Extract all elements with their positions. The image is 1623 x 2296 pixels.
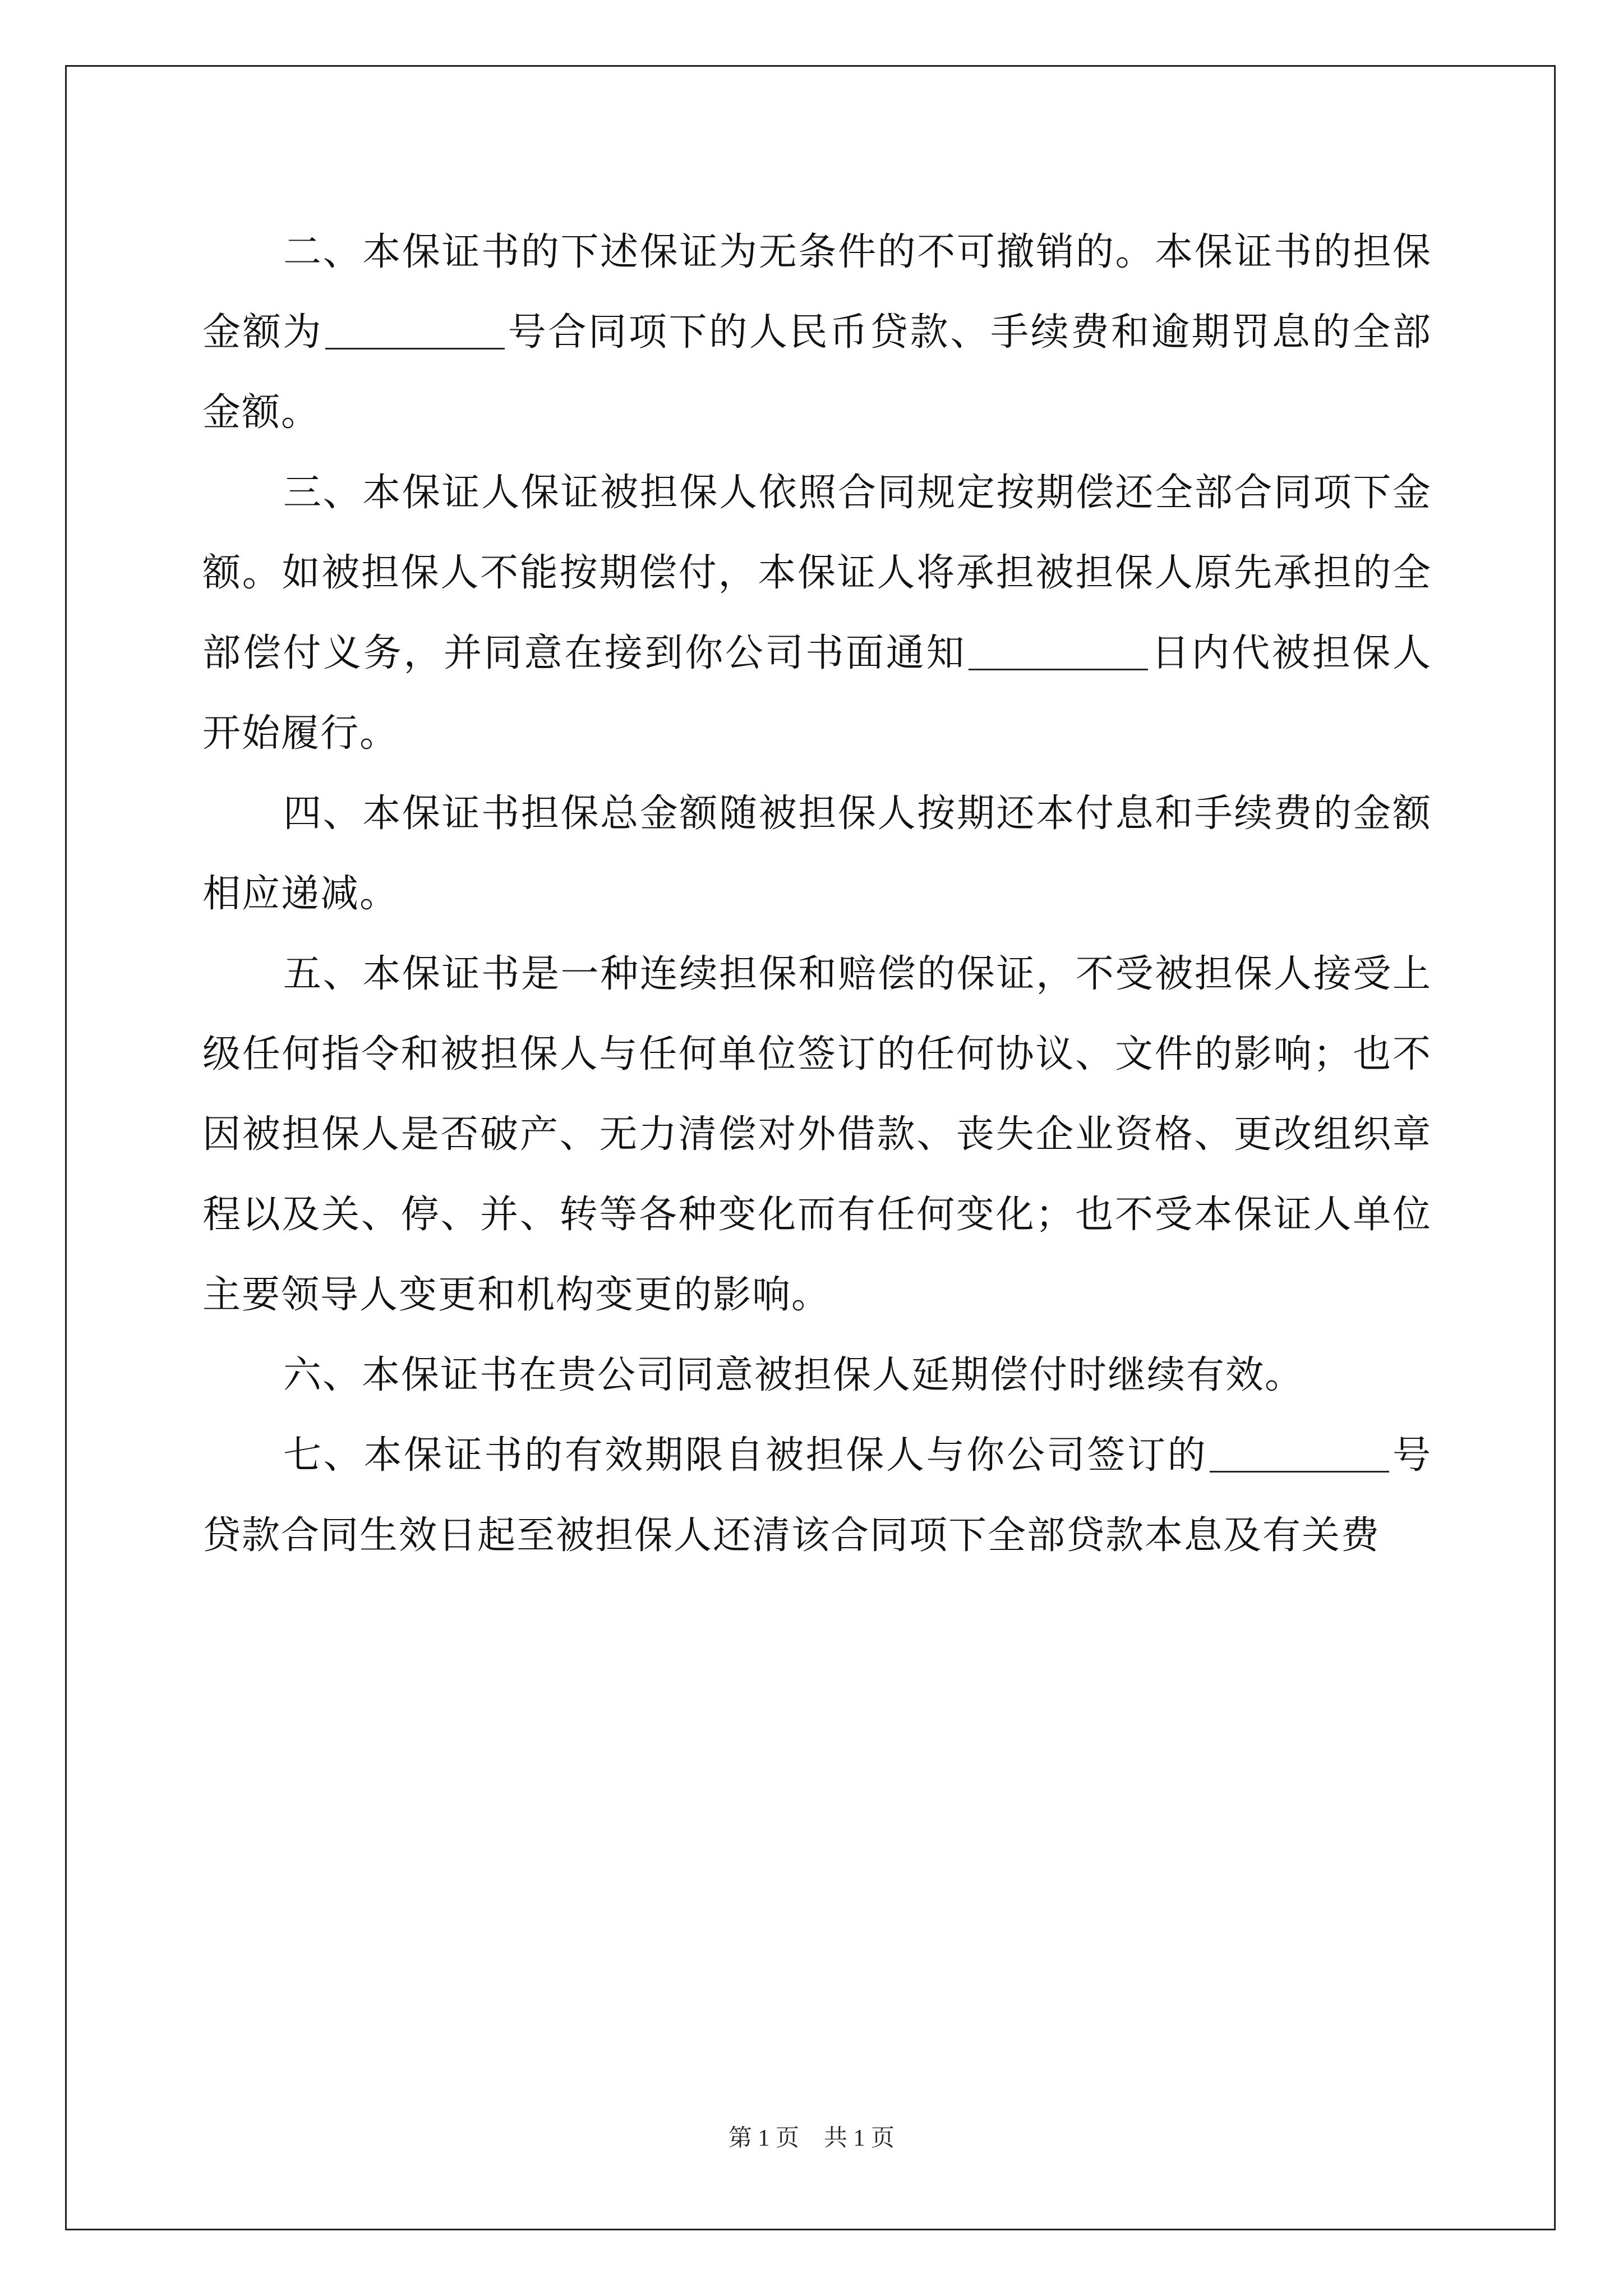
clause-text: 三、本保证人保证被担保人依照合同规定按期偿还全部合同项下金额。如被担保人不能按期偿付，本保证人将承担被担保人原先承担的全部偿付义务，并同意在接到你公司书面通知 [202,471,1432,675]
fill-in-blank [969,629,1148,670]
page-total: 共 1 页 [824,2125,895,2151]
clause-3 [202,453,1432,774]
clause-text: 日内代被担保人开始履行。 [202,631,1432,756]
document-body [202,212,1432,1576]
clause-text: 六、本保证书在贵公司同意被担保人延期偿付时继续有效。 [283,1353,1304,1397]
fill-in-blank [325,309,505,349]
clause-5 [202,934,1432,1335]
clause-4 [202,774,1432,934]
clause-7 [202,1415,1432,1576]
clause-text: 四、本保证书担保总金额随被担保人按期还本付息和手续费的金额相应递减。 [202,792,1432,916]
fill-in-blank [1210,1432,1389,1473]
page-number: 第 1 页 [728,2125,799,2151]
clause-text: 号贷款合同生效日起至被担保人还清该合同项下全部贷款本息及有关费 [202,1433,1432,1558]
page-footer [0,2119,1623,2153]
clause-text: 号合同项下的人民币贷款、手续费和逾期罚息的全部金额。 [202,310,1432,435]
clause-6 [202,1335,1432,1415]
clause-text: 五、本保证书是一种连续担保和赔偿的保证，不受被担保人接受上级任何指令和被担保人与任何单位签订的任何协议、文件的影响；也不因被担保人是否破产、无力清偿对外借款、丧失企业资格、更改组织章程以及关、停、并、转等各种变化而有任何变化；也不受本保证人单位主要领导人变更和机构变更的影响。 [202,952,1432,1317]
clause-text: 二、本保证书的下述保证为无条件的不可撤销的。本保证书的担保金额为 [202,230,1432,355]
clause-2 [202,212,1432,453]
clause-text: 七、本保证书的有效期限自被担保人与你公司签订的 [283,1433,1208,1478]
